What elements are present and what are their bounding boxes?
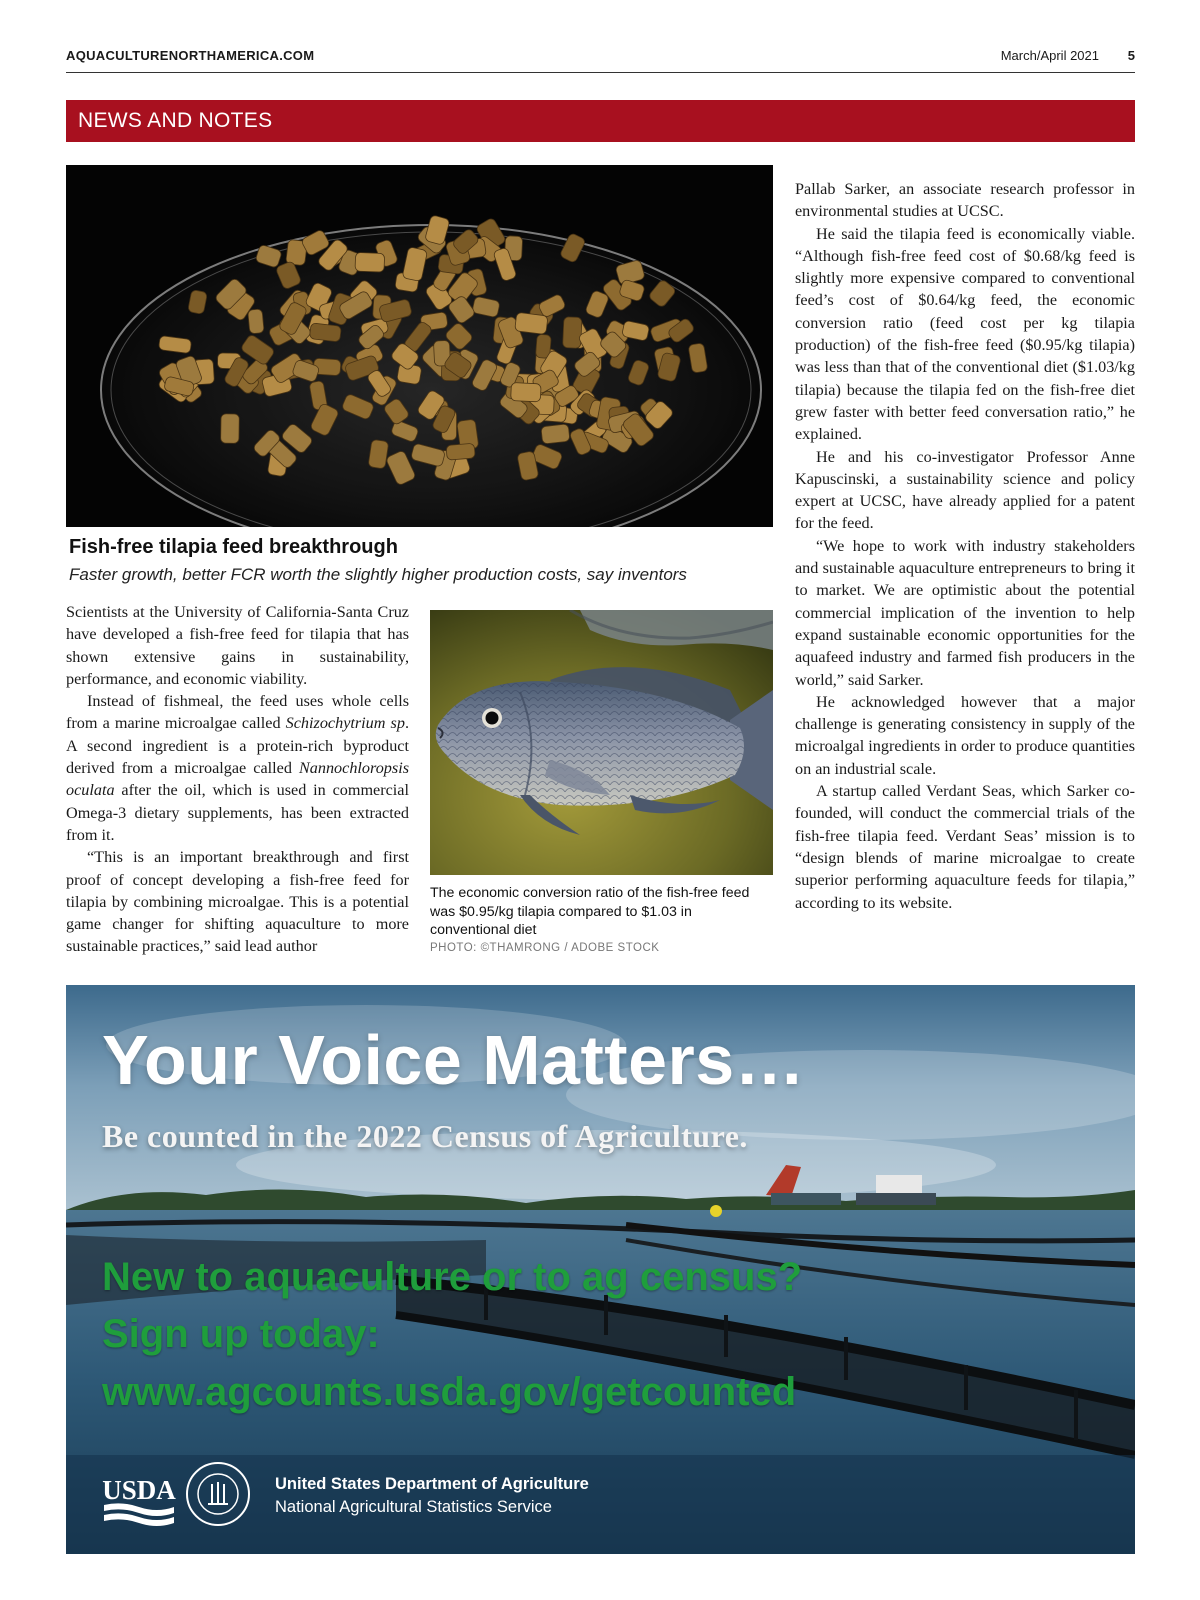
feed-pellet [221,414,240,444]
issue-date: March/April 2021 [1000,48,1099,63]
ad-subheadline: Be counted in the 2022 Census of Agriculture. [102,1118,748,1154]
feed-pellet [515,312,548,334]
feed-pellet [511,383,542,402]
body-paragraph: He and his co-investigator Professor Anne Kapuscinski, a sustainability science and policy expert at UCSC, have already applied for a patent for the feed. [795,447,1135,533]
ad-cta-link[interactable]: www.agcounts.usda.gov/getcounted [102,1370,797,1414]
ad-headline: Your Voice Matters… [102,1021,806,1099]
usda-logo [102,1473,176,1529]
article-body-left [66,601,409,958]
article-headline: Fish-free tilapia feed breakthrough [69,536,398,558]
body-paragraph: “We hope to work with industry stakeholders and sustainable aquaculture entrepreneurs to bring it to market. We are optimistic about the potential commercial implication of the invention to help expand sustainable economic opportunities for the aquafeed industry and farmed fish producers in the world,” said Sarker. [795,536,1135,689]
usda-logo-text: USDA [102,1475,176,1505]
body-paragraph: Instead of fishmeal, the feed uses whole cells from a marine microalgae called Schizochytrium sp. A second ingredient is a protein-rich byproduct derived from a microalgae called Nannochloropsis oculata after the oil, which is used in commercial Omega-3 dietary supplements, has been extracted from it. [66,692,410,844]
photo-caption: The economic conversion ratio of the fish-free feed was $0.95/kg tilapia compared to $1.03 in conventional diet [430,885,750,938]
body-paragraph: Scientists at the University of California-Santa Cruz have developed a fish-free feed for tilapia that has shown extensive gains in sustainability, performance, and economic viability. [66,603,409,688]
feed-pellet [563,317,582,349]
feed-pellet [309,323,341,342]
body-paragraph: “This is an important breakthrough and first proof of concept developing a fish-free feed for tilapia by combining microalgae. This is a potential game changer for shifting aquaculture to more sustainable practices,” said lead author [66,848,409,956]
feed-pellet [368,439,389,469]
feed-pellet [248,309,264,334]
ag-census-seal [184,1460,252,1528]
article-body-right [795,178,1135,914]
site-name: AQUACULTURENORTHAMERICA.COM [66,48,315,63]
tilapia-illustration [430,610,773,875]
agency-name: United States Department of Agriculture [275,1475,589,1493]
photo-credit: PHOTO: ©THAMRONG / ADOBE STOCK [430,942,660,954]
section-bar [66,100,1135,142]
body-paragraph: Pallab Sarker, an associate research professor in environmental studies at UCSC. [795,180,1135,221]
feed-pellets-photo [66,165,773,527]
page-number: 5 [1127,48,1135,63]
ad-cta-question: New to aquaculture or to ag census? [102,1255,803,1299]
census-advertisement[interactable] [66,985,1135,1554]
feed-pellets-illustration [66,165,773,527]
body-paragraph: A startup called Verdant Seas, which Sarker co-founded, will conduct the commercial trials of the fish-free tilapia feed. Verdant Seas’ mission is to “design blends of marine microalgae to create superior performing aquaculture feeds for tilapia,” according to its website. [795,782,1135,912]
running-header [66,44,1135,73]
ad-cta-signup: Sign up today: [102,1312,380,1356]
feed-pellet [355,252,385,272]
tilapia-photo [430,610,773,875]
agency-service: National Agricultural Statistics Service [275,1498,552,1516]
feed-pellet [541,424,570,444]
section-title: NEWS AND NOTES [78,109,273,132]
body-paragraph: He said the tilapia feed is economically viable. “Although fish-free feed cost of $0.68/kg feed is slightly more expensive compared to conventional feed’s cost of $0.64/kg feed, the economic conversion ratio (feed cost per kg tilapia production) of the fish-free feed ($0.95/kg tilapia) was less than that of the conventional diet ($1.03/kg tilapia) because the tilapia fed on the fish-free diet grew faster with better feed conversation ratio,” he explained. [795,224,1135,444]
article-subheadline: Faster growth, better FCR worth the slightly higher production costs, say inventors [69,565,687,584]
feed-pellet [446,443,475,460]
body-paragraph: He acknowledged however that a major challenge is generating consistency in supply of the microalgal ingredients in order to produce quantities on an industrial scale. [795,692,1135,778]
